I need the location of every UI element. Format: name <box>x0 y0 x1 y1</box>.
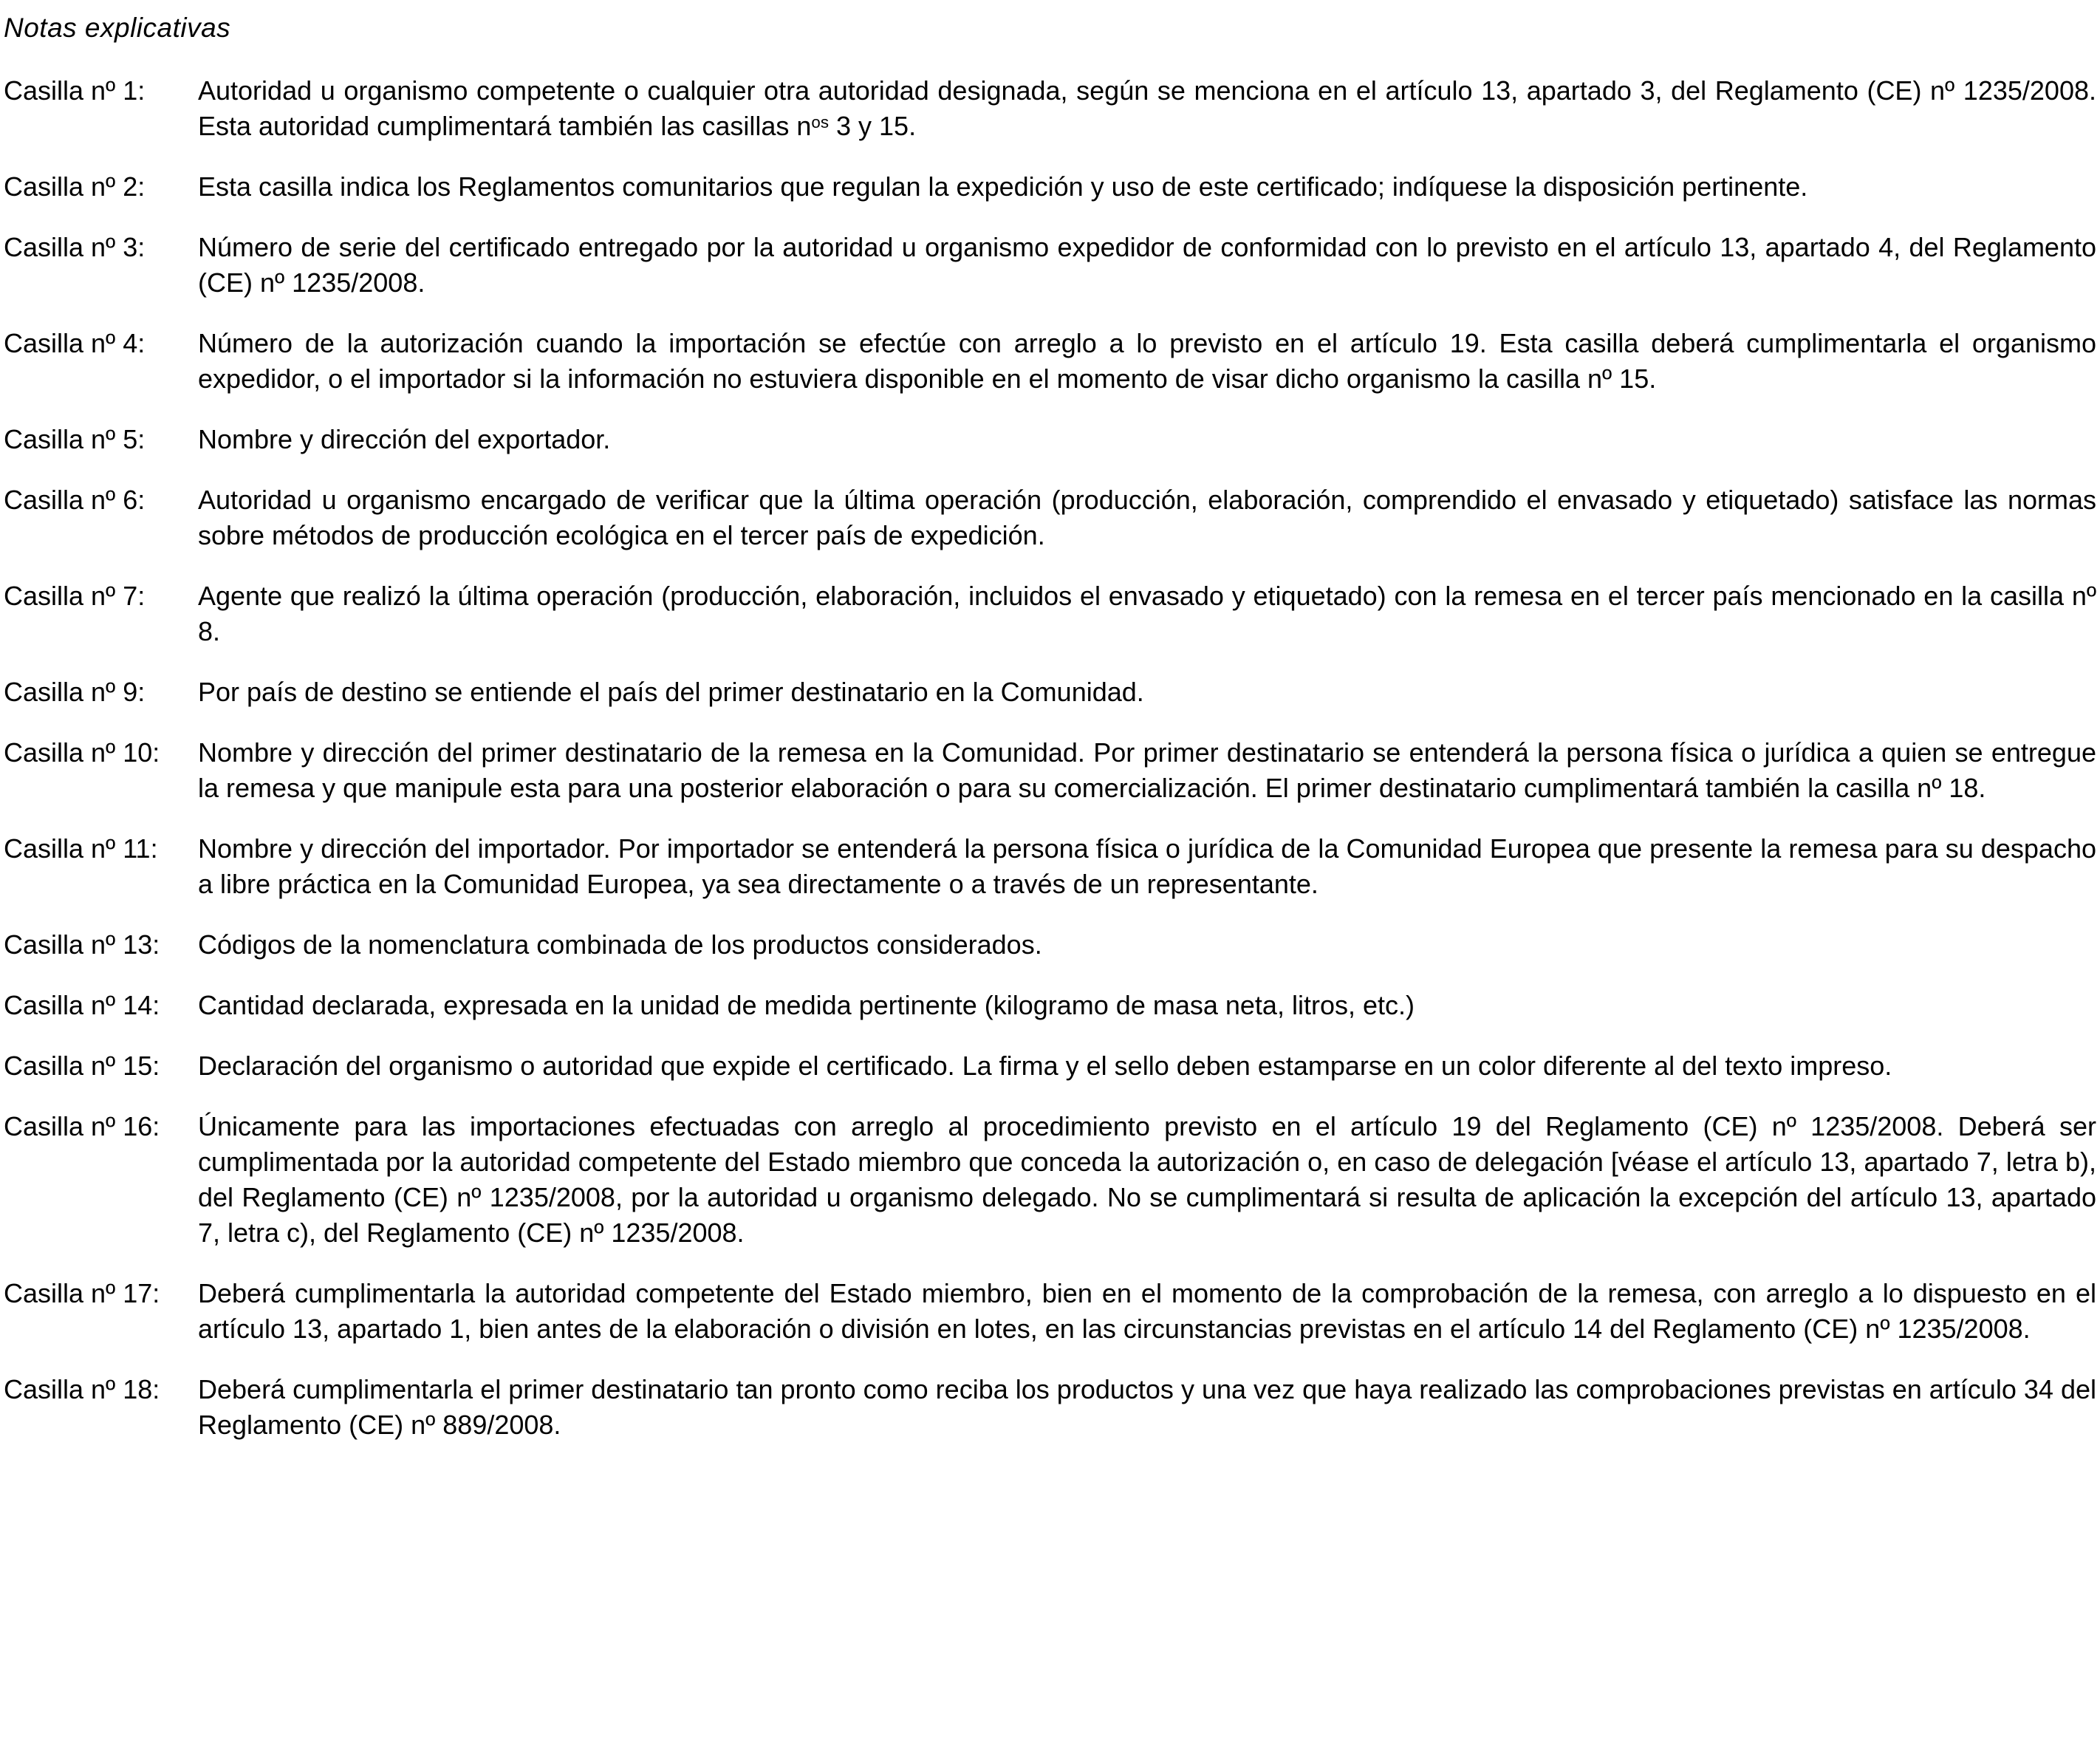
note-row <box>4 735 2096 806</box>
note-body: Declaración del organismo o autoridad que expide el certificado. La firma y el sello deben estamparse en un color diferente al del texto impreso. <box>198 1051 1892 1081</box>
note-label: Casilla nº 7: <box>4 581 146 611</box>
note-body: Únicamente para las importaciones efectuadas con arreglo al procedimiento previsto en el artículo 19 del Reglamento (CE) nº 1235/2008. Deberá ser cumplimentada por la autoridad competente del Estado miembro que conceda la autorización o, en caso de delegación [véase el artículo 13, apartado 7, letra b), del Reglamento (CE) nº 1235/2008, por la autoridad u organismo delegado. No se cumplimentará si resulta de aplicación la excepción del artículo 13, apartado 7, letra c), del Reglamento (CE) nº 1235/2008. <box>198 1111 2096 1248</box>
note-label: Casilla nº 13: <box>4 929 160 960</box>
note-label: Casilla nº 15: <box>4 1051 160 1081</box>
note-body: Nombre y dirección del exportador. <box>198 424 611 454</box>
note-label: Casilla nº 3: <box>4 232 146 262</box>
note-label: Casilla nº 18: <box>4 1374 160 1404</box>
note-body: Nombre y dirección del primer destinatario de la remesa en la Comunidad. Por primer destinatario se entenderá la persona física o jurídica a quien se entregue la remesa y que manipule esta para una posterior elaboración o para su comercialización. El primer destinatario cumplimentará también la casilla nº 18. <box>198 737 2096 803</box>
note-body: Autoridad u organismo competente o cualquier otra autoridad designada, según se menciona en el artículo 13, apartado 3, del Reglamento (CE) nº 1235/2008. Esta autoridad cumplimentará también las casillas $n^{os}$ 3 y 15. <box>198 75 2096 141</box>
note-label: Casilla nº 17: <box>4 1278 160 1308</box>
note-body: Agente que realizó la última operación (producción, elaboración, incluidos el envasado y etiquetado) con la remesa en el tercer país mencionado en la casilla nº 8. <box>198 581 2096 646</box>
notes-list <box>4 73 2096 1443</box>
note-label: Casilla nº 2: <box>4 171 146 202</box>
note-row <box>4 230 2096 301</box>
note-label: Casilla nº 14: <box>4 990 160 1020</box>
note-body: Esta casilla indica los Reglamentos comunitarios que regulan la expedición y uso de este certificado; indíquese la disposición pertinente. <box>198 171 1808 202</box>
note-label: Casilla nº 10: <box>4 737 160 768</box>
note-row <box>4 1048 2096 1084</box>
note-label: Casilla nº 5: <box>4 424 146 454</box>
page-title: Notas explicativas <box>4 13 231 43</box>
note-row <box>4 1372 2096 1443</box>
note-row <box>4 326 2096 397</box>
note-body: Deberá cumplimentarla el primer destinatario tan pronto como reciba los productos y una vez que haya realizado las comprobaciones previstas en artículo 34 del Reglamento (CE) nº 889/2008. <box>198 1374 2096 1440</box>
note-body: Códigos de la nomenclatura combinada de los productos considerados. <box>198 929 1042 960</box>
note-label: Casilla nº 6: <box>4 485 146 515</box>
note-row <box>4 675 2096 710</box>
note-body: Por país de destino se entiende el país del primer destinatario en la Comunidad. <box>198 677 1144 707</box>
note-label: Casilla nº 9: <box>4 677 146 707</box>
note-label: Casilla nº 4: <box>4 328 146 358</box>
note-label: Casilla nº 11: <box>4 833 158 864</box>
note-body: Nombre y dirección del importador. Por importador se entenderá la persona física o jurídica de la Comunidad Europea que presente la remesa para su despacho a libre práctica en la Comunidad Europea, ya sea directamente o a través de un representante. <box>198 833 2096 899</box>
note-body: Número de la autorización cuando la importación se efectúe con arreglo a lo previsto en el artículo 19. Esta casilla deberá cumplimentarla el organismo expedidor, o el importador si la información no estuviera disponible en el momento de visar dicho organismo la casilla nº 15. <box>198 328 2096 394</box>
note-body: Cantidad declarada, expresada en la unidad de medida pertinente (kilogramo de masa neta, litros, etc.) <box>198 990 1415 1020</box>
note-body: Deberá cumplimentarla la autoridad competente del Estado miembro, bien en el momento de la comprobación de la remesa, con arreglo a lo dispuesto en el artículo 13, apartado 1, bien antes de la elaboración o división en lotes, en las circunstancias previstas en el artículo 14 del Reglamento (CE) nº 1235/2008. <box>198 1278 2096 1344</box>
note-row <box>4 73 2096 144</box>
note-row <box>4 169 2096 205</box>
note-row <box>4 1109 2096 1251</box>
note-row <box>4 988 2096 1023</box>
note-row <box>4 1276 2096 1347</box>
note-label: Casilla nº 1: <box>4 75 146 106</box>
note-row <box>4 482 2096 553</box>
note-row <box>4 927 2096 963</box>
note-row <box>4 422 2096 457</box>
note-label: Casilla nº 16: <box>4 1111 160 1141</box>
note-body: Número de serie del certificado entregado por la autoridad u organismo expedidor de conformidad con lo previsto en el artículo 13, apartado 4, del Reglamento (CE) nº 1235/2008. <box>198 232 2096 298</box>
note-row <box>4 831 2096 902</box>
note-row <box>4 578 2096 649</box>
note-body: Autoridad u organismo encargado de verificar que la última operación (producción, elaboración, comprendido el envasado y etiquetado) satisface las normas sobre métodos de producción ecológica en el tercer país de expedición. <box>198 485 2096 550</box>
